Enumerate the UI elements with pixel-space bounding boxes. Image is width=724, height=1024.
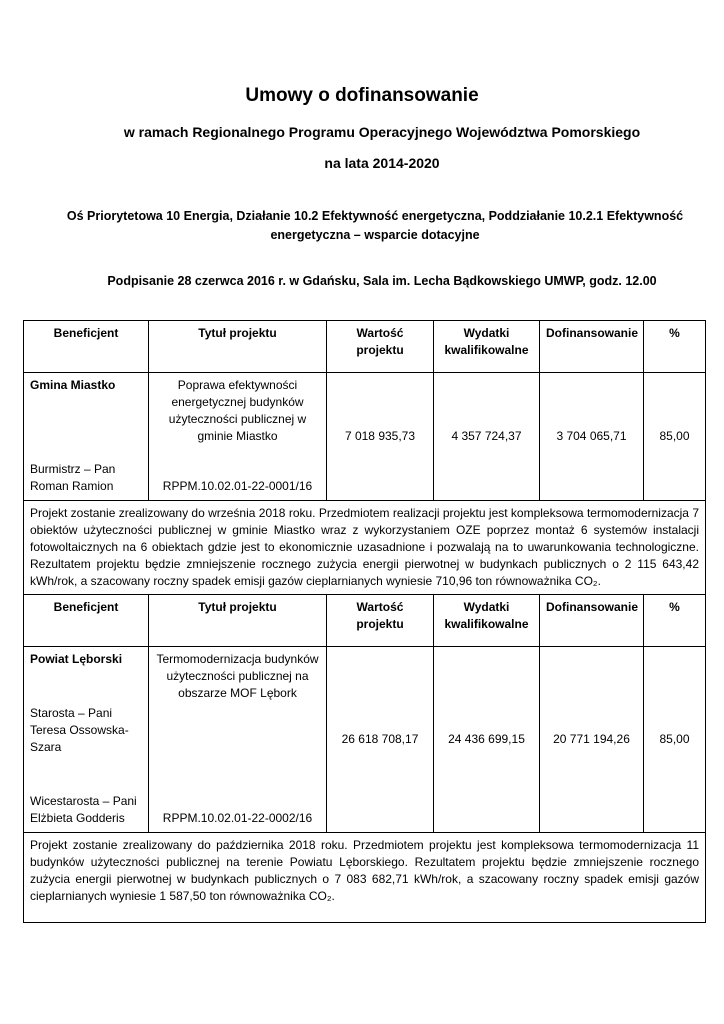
description-row [24,833,706,923]
eligible-costs: 24 436 699,15 [434,647,540,833]
beneficiary-name: Powiat Lęborski [30,652,123,666]
document-subtitle: w ramach Regionalnego Programu Operacyjnego Województwa Pomorskiego [123,124,641,140]
beneficiary-name: Gmina Miastko [30,378,116,392]
header-eligible-costs: Wydatki kwalifikowalne [434,321,540,373]
funding-table [23,320,706,923]
table-header-row [24,595,706,647]
project-code: RPPM.10.02.01-22-0002/16 [162,811,313,825]
funding-percent: 85,00 [644,373,706,501]
header-funding: Dofinansowanie [540,595,644,647]
project-title-cell [149,373,327,501]
header-eligible-costs: Wydatki kwalifikowalne [434,595,540,647]
project-value: 26 618 708,17 [327,647,434,833]
project-description: Projekt zostanie zrealizowany do października 2018 roku. Przedmiotem projektu jest kompleksowa termomodernizacja 11 budynków użyteczności publicznej na terenie Powiatu Lęborskiego. Rezultatem projektu będzie zmniejszenie rocznego zużycia energii pierwotnej w budynkach publicznych o 7 083 682,71 kWh/rok, a szacowany roczny spadek emisji gazów cieplarnianych wyniesie 1 587,50 ton równoważnika CO₂. [24,833,706,923]
project-title: Poprawa efektywności energetycznej budynków użyteczności publicznej w gminie Miastko [168,378,307,443]
header-funding: Dofinansowanie [540,321,644,373]
beneficiary-cell [24,373,149,501]
header-project-value: Wartość projektu [327,595,434,647]
table-row [24,373,706,501]
table-header-row [24,321,706,373]
beneficiary-cell [24,647,149,833]
funding-percent: 85,00 [644,647,706,833]
header-project-value: Wartość projektu [327,321,434,373]
project-description: Projekt zostanie zrealizowany do września 2018 roku. Przedmiotem realizacji projektu jest kompleksowa termomodernizacja 7 obiektów użyteczności publicznej w gminie Miastko wraz z wykorzystaniem OZE poprzez montaż 6 systemów instalacji fotowoltaicznych na 6 obiektach gdzie jest to ekonomicznie uzasadnione i pozwalają na to uwarunkowania technologiczne. Rezultatem projektu będzie zmniejszenie rocznego zużycia energii pierwotnej w budynkach publicznych o 2 115 643,42 kWh/rok, a szacowany roczny spadek emisji gazów cieplarnianych wyniesie 710,96 ton równoważnika CO₂. [24,501,706,595]
priority-axis-text: Oś Priorytetowa 10 Energia, Działanie 10.2 Efektywność energetyczna, Poddziałanie 10.2.1 Efektywność energetyczna – wsparcie dotacyjne [66,209,684,242]
header-beneficiary: Beneficjent [24,321,149,373]
header-project-title: Tytuł projektu [149,595,327,647]
header-percent: % [644,595,706,647]
eligible-costs: 4 357 724,37 [434,373,540,501]
header-beneficiary: Beneficjent [24,595,149,647]
project-value: 7 018 935,73 [327,373,434,501]
project-title-cell [149,647,327,833]
table-row [24,647,706,833]
header-project-title: Tytuł projektu [149,321,327,373]
funding-amount: 3 704 065,71 [540,373,644,501]
signing-info: Podpisanie 28 czerwca 2016 r. w Gdańsku, Sala im. Lecha Bądkowskiego UMWP, godz. 12.00 [107,274,657,288]
document-subtitle-years: na lata 2014-2020 [324,155,440,171]
beneficiary-representative: Burmistrz – Pan Roman Ramion [30,462,116,493]
beneficiary-representative: Starosta – Pani Teresa Ossowska-Szara [30,706,129,754]
funding-amount: 20 771 194,26 [540,647,644,833]
beneficiary-representative: Wicestarosta – Pani Elżbieta Godderis [30,794,137,825]
header-percent: % [644,321,706,373]
project-title: Termomodernizacja budynków użyteczności publicznej na obszarze MOF Lębork [156,652,319,700]
project-code: RPPM.10.02.01-22-0001/16 [162,479,313,493]
description-row [24,501,706,595]
document-title: Umowy o dofinansowanie [245,85,479,106]
